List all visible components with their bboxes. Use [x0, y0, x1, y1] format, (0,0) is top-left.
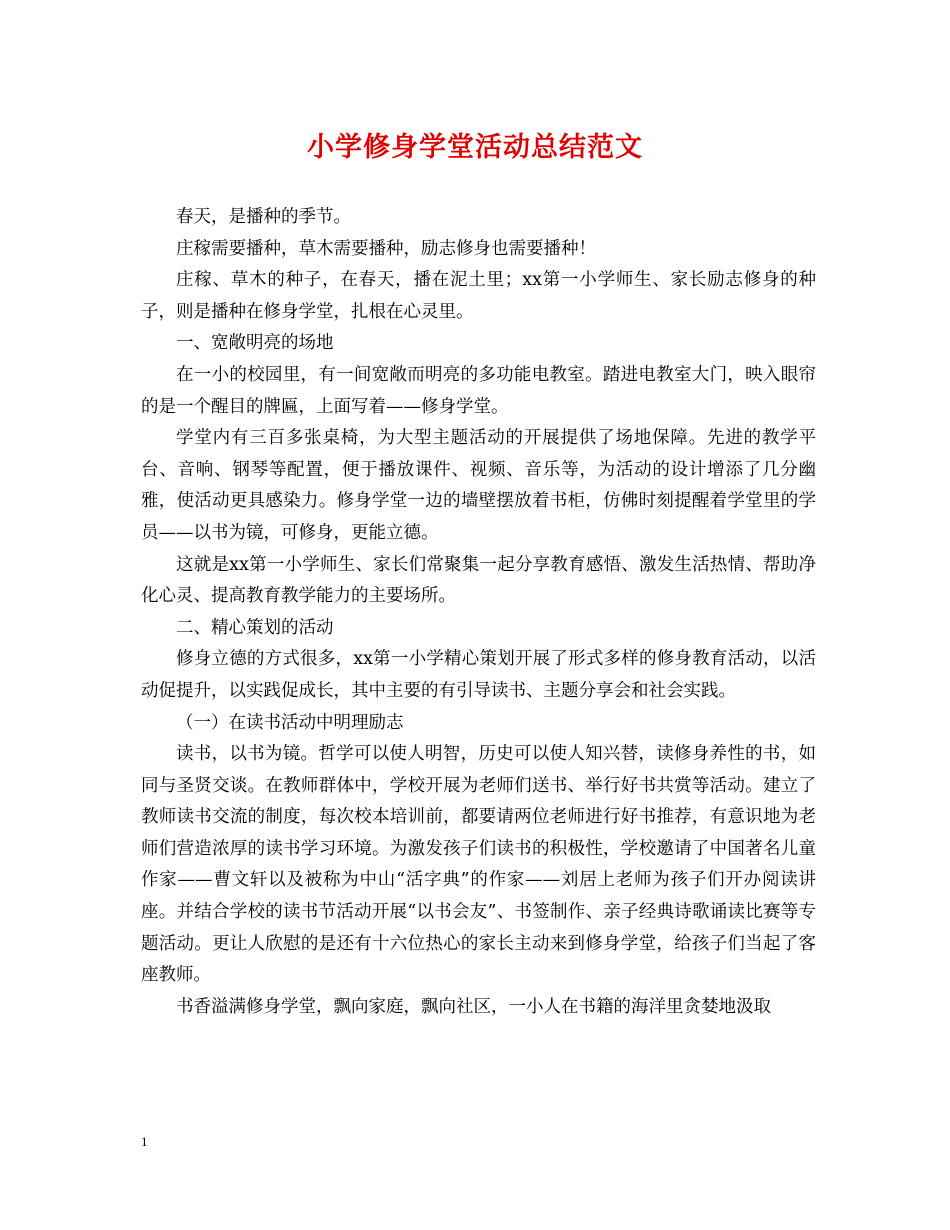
document-body: [141, 202, 816, 1023]
page-number: 1: [141, 1134, 148, 1149]
paragraph: 庄稼需要播种，草木需要播种，励志修身也需要播种！: [176, 238, 596, 259]
subsection-heading: （一）在读书活动中明理励志: [176, 712, 404, 733]
paragraph: 修身立德的方式很多，xx第一小学精心策划开展了形式多样的修身教育活动，以活动促提升，以实践促成长，其中主要的有引导读书、主题分享会和社会实践。: [141, 649, 816, 701]
paragraph: 这就是xx第一小学师生、家长们常聚集一起分享教育感悟、激发生活热情、帮助净化心灵、提高教育教学能力的主要场所。: [141, 554, 816, 607]
paragraph: 在一小的校园里，有一间宽敞而明亮的多功能电教室。踏进电教室大门，映入眼帘的是一个醒目的牌匾，上面写着——修身学堂。: [141, 364, 816, 417]
paragraph: 庄稼、草木的种子，在春天，播在泥土里；xx第一小学师生、家长励志修身的种子，则是播种在修身学堂，扎根在心灵里。: [141, 270, 816, 322]
paragraph: 春天，是播种的季节。: [176, 207, 351, 227]
paragraph: 学堂内有三百多张桌椅，为大型主题活动的开展提供了场地保障。先进的教学平台、音响、钢琴等配置，便于播放课件、视频、音乐等，为活动的设计增添了几分幽雅，使活动更具感染力。修身学堂一边的墙壁摆放着书柜，仿佛时刻提醒着学堂里的学员——以书为镜，可修身，更能立德。: [141, 428, 816, 543]
paragraph: 读书，以书为镜。哲学可以使人明智，历史可以使人知兴替，读修身养性的书，如同与圣贤交谈。在教师群体中，学校开展为老师们送书、举行好书共赏等活动。建立了教师读书交流的制度，每次校本培训前，都要请两位老师进行好书推荐，有意识地为老师们营造浓厚的读书学习环境。为激发孩子们读书的积极性，学校邀请了中国著名儿童作家——曹文轩以及被称为中山“活字典”的作家——刘居上老师为孩子们开办阅读讲座。并结合学校的读书节活动开展“以书会友”、书签制作、亲子经典诗歌诵读比赛等专题活动。更让人欣慰的是还有十六位热心的家长主动来到修身学堂，给孩子们当起了客座教师。: [141, 744, 816, 986]
section-heading: 一、宽敞明亮的场地: [176, 333, 334, 354]
document-title: 小学修身学堂活动总结范文: [307, 132, 643, 163]
paragraph: 书香溢满修身学堂，飘向家庭，飘向社区，一小人在书籍的海洋里贪婪地汲取: [176, 996, 771, 1017]
section-heading: 二、精心策划的活动: [176, 617, 334, 638]
